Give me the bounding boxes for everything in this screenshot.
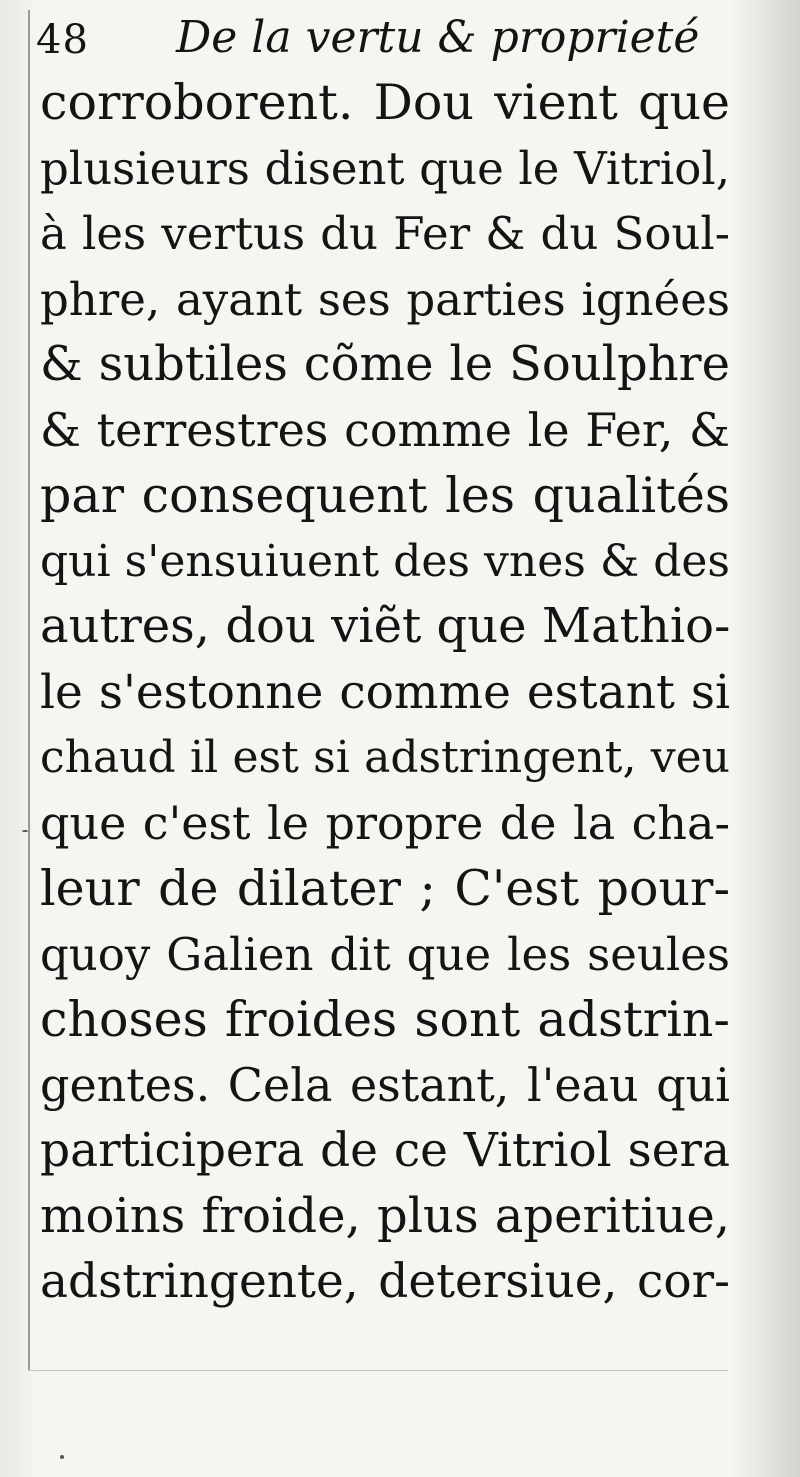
- text-line: corroborent. Dou vient que: [40, 74, 730, 131]
- running-head: [36, 10, 736, 72]
- text-line: autres, dou viẽt que Mathio-: [40, 598, 731, 654]
- ink-speck: [60, 1455, 64, 1459]
- running-title: De la vertu & proprieté: [176, 12, 700, 63]
- text-line: qui s'ensuiuent des vnes & des: [40, 535, 730, 587]
- text-line: quoy Galien dit que les seules: [40, 927, 730, 981]
- page-frame-left-rule: [28, 10, 30, 1370]
- text-line: par consequent les qualités: [40, 467, 730, 524]
- page-frame-bottom-rule: [28, 1370, 728, 1371]
- text-line: gentes. Cela estant, l'eau qui: [40, 1057, 730, 1112]
- text-line: & terrestres comme le Fer, &: [40, 402, 730, 457]
- text-line: le s'estonne comme estant si: [40, 664, 730, 720]
- text-line: leur de dilater ; C'est pour-: [40, 860, 730, 917]
- text-line: plusieurs disent que le Vitriol,: [40, 141, 730, 195]
- body-text: [40, 70, 740, 1315]
- page-number: 48: [36, 17, 89, 63]
- text-line: moins froide, plus aperitiue,: [40, 1187, 730, 1244]
- ink-speck: [22, 830, 28, 832]
- text-line: choses froides sont adstrin-: [40, 991, 730, 1048]
- text-line: phre, ayant ses parties ignées: [40, 272, 730, 326]
- text-line: participera de ce Vitriol sera: [40, 1123, 730, 1178]
- text-line: adstringente, detersiue, cor-: [40, 1254, 730, 1309]
- text-line: & subtiles cõme le Soulphre: [40, 336, 730, 392]
- text-line: chaud il est si adstringent, veu: [40, 732, 730, 783]
- text-line: que c'est le propre de la cha-: [40, 795, 730, 850]
- text-line: à les vertus du Fer & du Soul-: [40, 207, 730, 260]
